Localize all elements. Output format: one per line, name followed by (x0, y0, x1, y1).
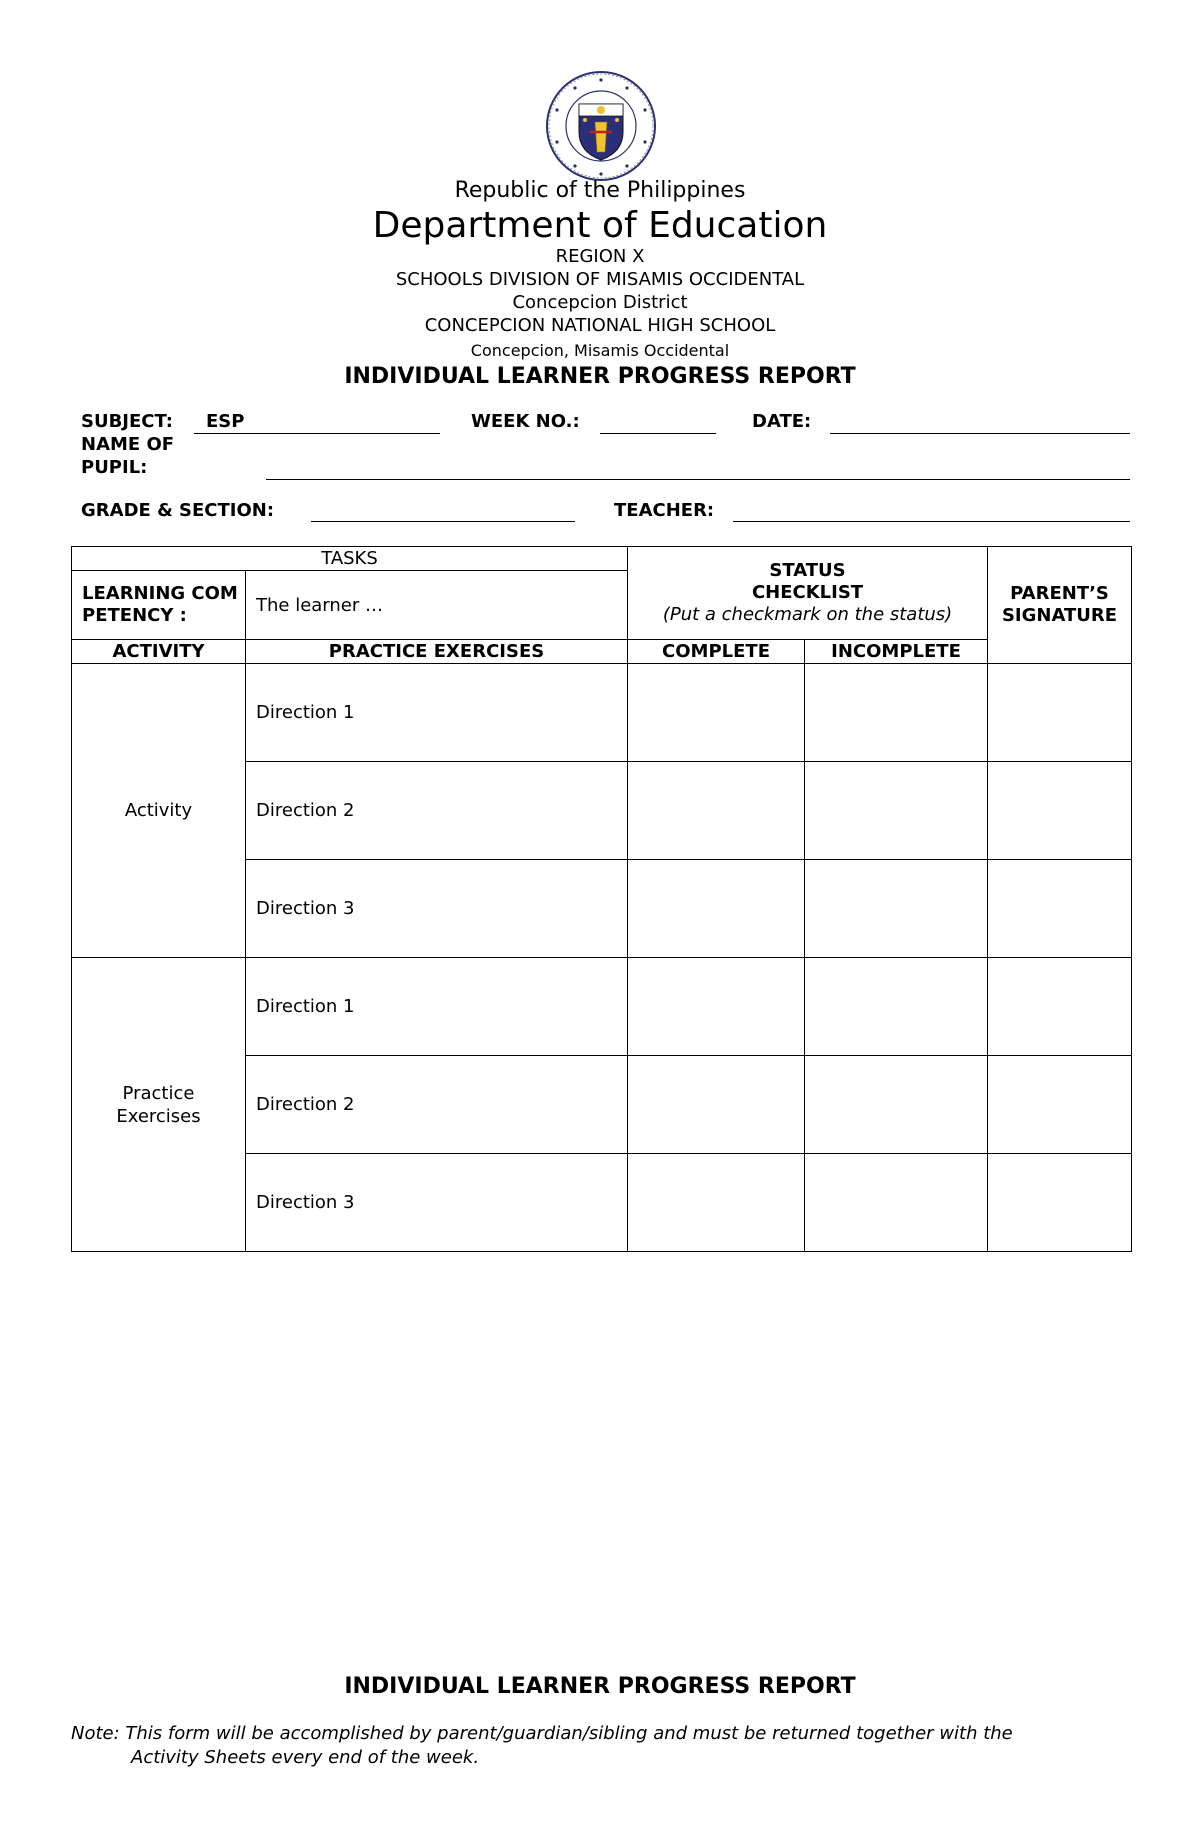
tasks-header: TASKS (72, 547, 628, 571)
practice-direction-1-signature-cell[interactable] (988, 958, 1132, 1056)
region-line: REGION X (555, 246, 645, 267)
status-checklist-header (628, 547, 988, 640)
practice-direction-3: Direction 3 (246, 1154, 628, 1252)
status-line: STATUS (769, 560, 846, 581)
name-label-line1: NAME OF (81, 434, 175, 455)
week-label: WEEK NO.: (471, 411, 580, 432)
activity-direction-3-complete-cell[interactable] (628, 860, 805, 958)
teacher-field-line[interactable] (733, 521, 1130, 522)
district-line: Concepcion District (512, 292, 688, 313)
practice-direction-2-complete-cell[interactable] (628, 1056, 805, 1154)
checklist-line: CHECKLIST (751, 582, 864, 603)
report-title: INDIVIDUAL LEARNER PROGRESS REPORT (344, 364, 856, 389)
activity-direction-1-complete-cell[interactable] (628, 664, 805, 762)
activity-direction-1-signature-cell[interactable] (988, 664, 1132, 762)
status-instruction: (Put a checkmark on the status) (662, 604, 953, 625)
practice-direction-3-incomplete-cell[interactable] (805, 1154, 988, 1252)
practice-direction-3-complete-cell[interactable] (628, 1154, 805, 1252)
date-field-line[interactable] (830, 433, 1130, 434)
pupil-name-field-line[interactable] (266, 479, 1130, 480)
date-label: DATE: (752, 411, 812, 432)
footer-note-line1: Note: This form will be accomplished by parent/guardian/sibling and must be returned together with the (71, 1723, 1013, 1744)
practice-direction-1-incomplete-cell[interactable] (805, 958, 988, 1056)
activity-direction-2: Direction 2 (246, 762, 628, 860)
activity-direction-1-incomplete-cell[interactable] (805, 664, 988, 762)
practice-direction-2-incomplete-cell[interactable] (805, 1056, 988, 1154)
school-address: Concepcion, Misamis Occidental (470, 341, 730, 360)
progress-table (71, 546, 1132, 1252)
grade-section-field-line[interactable] (311, 521, 575, 522)
activity-direction-3: Direction 3 (246, 860, 628, 958)
activity-direction-1: Direction 1 (246, 664, 628, 762)
practice-direction-1: Direction 1 (246, 958, 628, 1056)
parents-signature-header: PARENT’S SIGNATURE (988, 547, 1132, 664)
activity-direction-2-incomplete-cell[interactable] (805, 762, 988, 860)
practice-direction-2: Direction 2 (246, 1056, 628, 1154)
name-label-line2: PUPIL: (81, 457, 148, 478)
practice-exercises-column-header: PRACTICE EXERCISES (246, 640, 628, 664)
republic-line: Republic of the Philippines (454, 178, 746, 203)
footer-note-line2: Activity Sheets every end of the week. (131, 1747, 480, 1768)
activity-group-cell: Activity (72, 664, 246, 958)
week-field-line[interactable] (600, 433, 716, 434)
activity-direction-3-incomplete-cell[interactable] (805, 860, 988, 958)
activity-column-header: ACTIVITY (72, 640, 246, 664)
teacher-label: TEACHER: (614, 500, 715, 521)
footer-title: INDIVIDUAL LEARNER PROGRESS REPORT (344, 1674, 856, 1699)
activity-direction-3-signature-cell[interactable] (988, 860, 1132, 958)
incomplete-column-header: INCOMPLETE (805, 640, 988, 664)
deped-seal-logo (545, 70, 657, 182)
grade-section-label: GRADE & SECTION: (81, 500, 275, 521)
division-line: SCHOOLS DIVISION OF MISAMIS OCCIDENTAL (395, 269, 805, 290)
subject-field-line[interactable] (194, 433, 440, 434)
learning-competency-label: LEARNING COMPETENCY : (72, 571, 246, 640)
school-name: CONCEPCION NATIONAL HIGH SCHOOL (424, 315, 776, 336)
practice-direction-2-signature-cell[interactable] (988, 1056, 1132, 1154)
department-name: Department of Education (372, 205, 828, 246)
footer-note (71, 1722, 1131, 1770)
subject-label: SUBJECT: (81, 411, 173, 432)
complete-column-header: COMPLETE (628, 640, 805, 664)
practice-direction-1-complete-cell[interactable] (628, 958, 805, 1056)
subject-value: ESP (206, 411, 245, 432)
learner-competency-cell[interactable]: The learner … (246, 571, 628, 640)
activity-direction-2-complete-cell[interactable] (628, 762, 805, 860)
practice-direction-3-signature-cell[interactable] (988, 1154, 1132, 1252)
practice-exercises-group-cell: Practice Exercises (72, 958, 246, 1252)
activity-direction-2-signature-cell[interactable] (988, 762, 1132, 860)
